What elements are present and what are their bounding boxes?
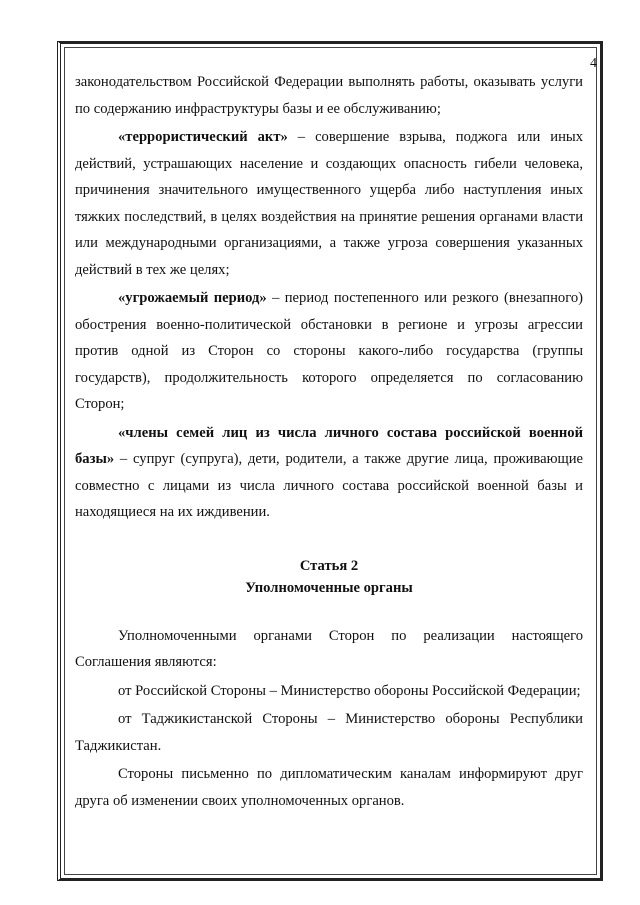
paragraph-authorized-bodies: Уполномоченными органами Сторон по реализации настоящего Соглашения являются: [75, 627, 583, 670]
paragraph-russian-side: от Российской Стороны – Министерство обороны Российской Федерации; [118, 682, 581, 699]
definition-family-members [75, 420, 583, 526]
paragraph-notification: Стороны письменно по дипломатическим каналам информируют друг друга об изменении своих уполномоченных органов. [75, 766, 583, 809]
definition-term: «угрожаемый период» [118, 290, 267, 306]
definition-term: «члены семей лиц из числа личного состава российской военной базы» [75, 424, 583, 467]
definition-term: «террористический акт» [118, 129, 288, 145]
definition-threatened-period [75, 285, 583, 418]
definition-text: – период постепенного или резкого (внезапного) обострения военно-политической обстановки в регионе и угрозы агрессии против одной из Сторон со стороны какого-либо государства (группы государств), продолжительность которого определяется по согласованию Сторон; [75, 290, 583, 412]
definition-text: – супруг (супруга), дети, родители, а также другие лица, проживающие совместно с лицами из числа личного состава российской военной базы и находящиеся на их иждивении. [75, 451, 583, 520]
document-body [75, 69, 583, 814]
page-number: 4 [590, 56, 597, 71]
definition-terrorist-act [75, 124, 583, 283]
paragraph-continuation: законодательством Российской Федерации выполнять работы, оказывать услуги по содержанию инфраструктуры базы и ее обслуживанию; [75, 74, 583, 117]
paragraph-tajik-side: от Таджикистанской Стороны – Министерство обороны Республики Таджикистан. [75, 711, 583, 754]
article-heading [75, 555, 583, 599]
article-number: Статья 2 [299, 557, 359, 574]
article-title: Уполномоченные органы [245, 579, 413, 596]
definition-text: – совершение взрыва, поджога или иных действий, устрашающих население и создающих опасность гибели человека, причинения значительного имущественного ущерба либо наступления иных тяжких последствий, в целях воздействия на принятие решения органами власти или международными организациями, а также угроза совершения указанных действий в тех же целях; [75, 129, 583, 278]
